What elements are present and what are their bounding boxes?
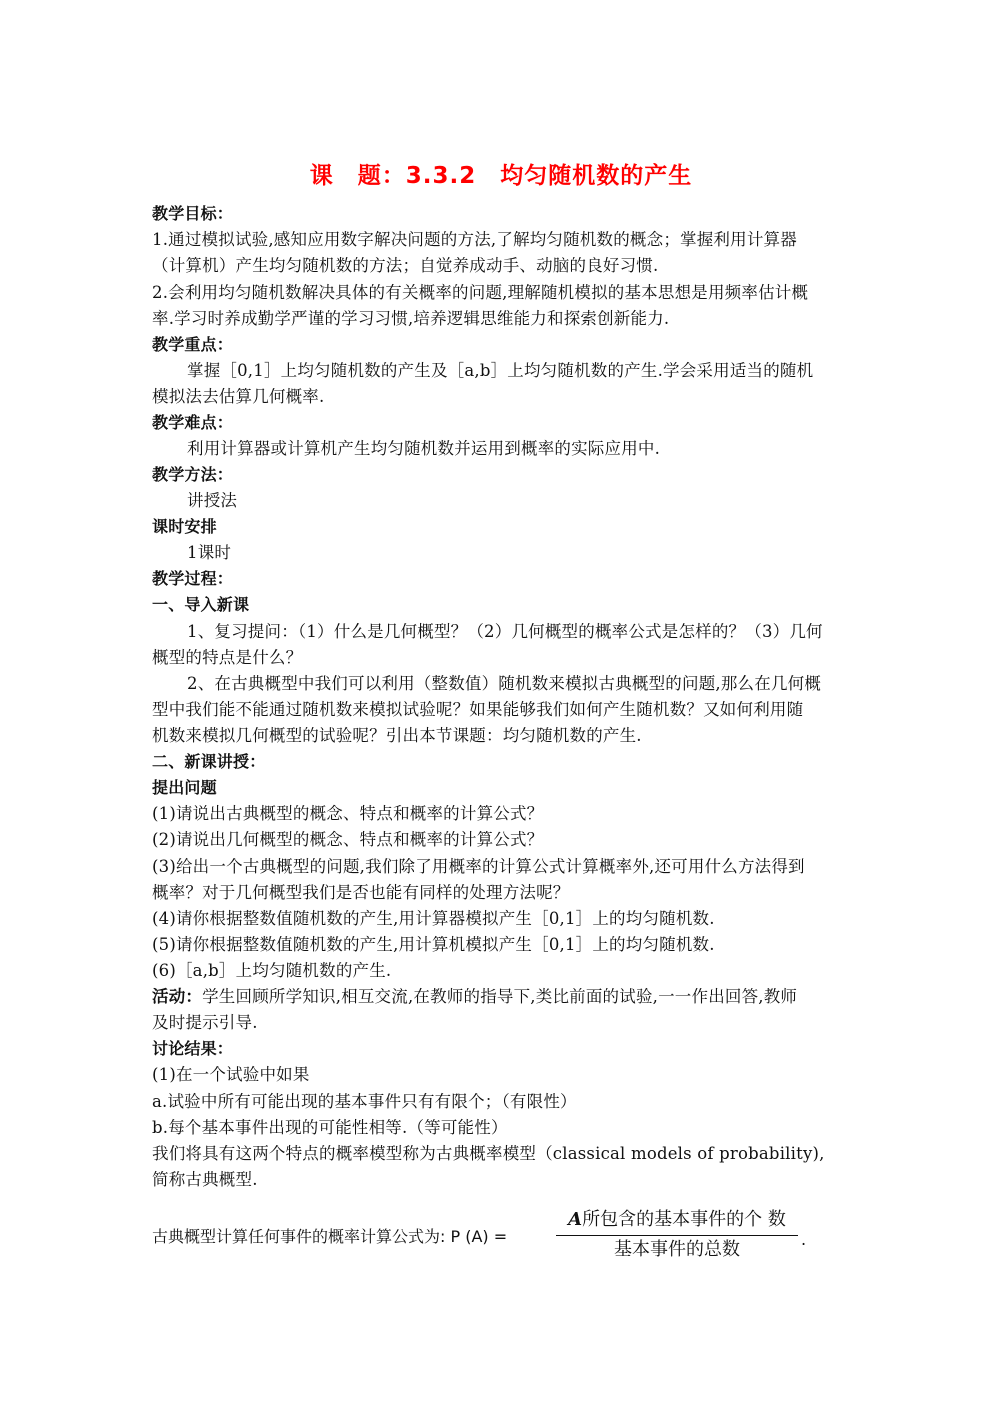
- heading-difficulties: 教学难点：: [152, 413, 234, 432]
- activity-paragraph: [152, 986, 797, 1008]
- probability-formula: [152, 1208, 852, 1264]
- paragraph-line: 型中我们能不能通过随机数来模拟试验呢？如果能够我们如何产生随机数？又如何利用随: [152, 700, 804, 719]
- paragraph-line: （计算机）产生均匀随机数的方法；自觉养成动手、动脑的良好习惯.: [152, 256, 659, 275]
- question-item: (6)［a,b］上均匀随机数的产生.: [152, 961, 392, 980]
- paragraph-line: 率.学习时养成勤学严谨的学习习惯,培养逻辑思维能力和探索创新能力.: [152, 309, 670, 328]
- formula-numerator: [556, 1208, 798, 1232]
- paragraph-line: 及时提示引导.: [152, 1013, 258, 1032]
- paragraph-line: a.试验中所有可能出现的基本事件只有有限个；（有限性）: [152, 1092, 577, 1111]
- question-item: (4)请你根据整数值随机数的产生,用计算器模拟产生［0,1］上的均匀随机数.: [152, 909, 715, 928]
- subheading-questions: 提出问题: [152, 778, 217, 797]
- paragraph-line: 2.会利用均匀随机数解决具体的有关概率的问题,理解随机模拟的基本思想是用频率估计概: [152, 283, 809, 302]
- question-item: (1)请说出古典概型的概念、特点和概率的计算公式？: [152, 804, 544, 823]
- heading-new-lesson: 二、新课讲授：: [152, 752, 266, 771]
- formula-denominator: 基本事件的总数: [614, 1239, 740, 1260]
- formula-lhs: 古典概型计算任何事件的概率计算公式为: P (A) =: [152, 1227, 508, 1246]
- heading-objectives: 教学目标：: [152, 204, 234, 223]
- paragraph-line: 1、复习提问：（1）什么是几何概型？（2）几何概型的概率公式是怎样的？（3）几何: [187, 622, 823, 641]
- activity-text: 学生回顾所学知识,相互交流,在教师的指导下,类比前面的试验,一一作出回答,教师: [202, 987, 798, 1006]
- page-title: 课 题：3.3.2 均匀随机数的产生: [309, 163, 693, 189]
- formula-var: A: [568, 1209, 583, 1230]
- heading-discussion: 讨论结果：: [152, 1039, 234, 1058]
- paragraph-line: 我们将具有这两个特点的概率模型称为古典概率模型（classical models of probability),: [152, 1144, 825, 1163]
- paragraph-line: (1)在一个试验中如果: [152, 1065, 310, 1084]
- paragraph-line: 概型的特点是什么？: [152, 648, 303, 667]
- heading-process: 教学过程：: [152, 569, 234, 588]
- paragraph-line: 机数来模拟几何概型的试验呢？引出本节课题：均匀随机数的产生.: [152, 726, 642, 745]
- paragraph-line: 模拟法去估算几何概率.: [152, 387, 325, 406]
- question-item: 概率？对于几何概型我们是否也能有同样的处理方法呢？: [152, 883, 570, 902]
- formula-fraction: [556, 1208, 798, 1262]
- paragraph-line: b.每个基本事件出现的可能性相等.（等可能性）: [152, 1118, 508, 1137]
- heading-intro: 一、导入新课: [152, 595, 250, 614]
- formula-numerator-text: 所包含的基本事件的个 数: [582, 1209, 786, 1230]
- paragraph-line: 1课时: [187, 543, 232, 562]
- paragraph-line: 掌握［0,1］上均匀随机数的产生及［a,b］上均匀随机数的产生.学会采用适当的随机: [187, 361, 814, 380]
- paragraph-line: 2、在古典概型中我们可以利用（整数值）随机数来模拟古典概型的问题,那么在几何概: [187, 674, 822, 693]
- heading-key-points: 教学重点：: [152, 335, 234, 354]
- paragraph-line: 1.通过模拟试验,感知应用数字解决问题的方法,了解均匀随机数的概念；掌握利用计算器: [152, 230, 797, 249]
- question-item: (3)给出一个古典概型的问题,我们除了用概率的计算公式计算概率外,还可用什么方法得到: [152, 857, 805, 876]
- heading-methods: 教学方法：: [152, 465, 234, 484]
- heading-schedule: 课时安排: [152, 517, 217, 536]
- paragraph-line: 利用计算器或计算机产生均匀随机数并运用到概率的实际应用中.: [187, 439, 661, 458]
- formula-end: .: [801, 1230, 807, 1249]
- fraction-bar: [556, 1235, 798, 1236]
- activity-label: 活动：: [152, 987, 203, 1006]
- question-item: (2)请说出几何概型的概念、特点和概率的计算公式？: [152, 830, 544, 849]
- paragraph-line: 简称古典概型.: [152, 1170, 258, 1189]
- question-item: (5)请你根据整数值随机数的产生,用计算机模拟产生［0,1］上的均匀随机数.: [152, 935, 715, 954]
- paragraph-line: 讲授法: [187, 491, 238, 510]
